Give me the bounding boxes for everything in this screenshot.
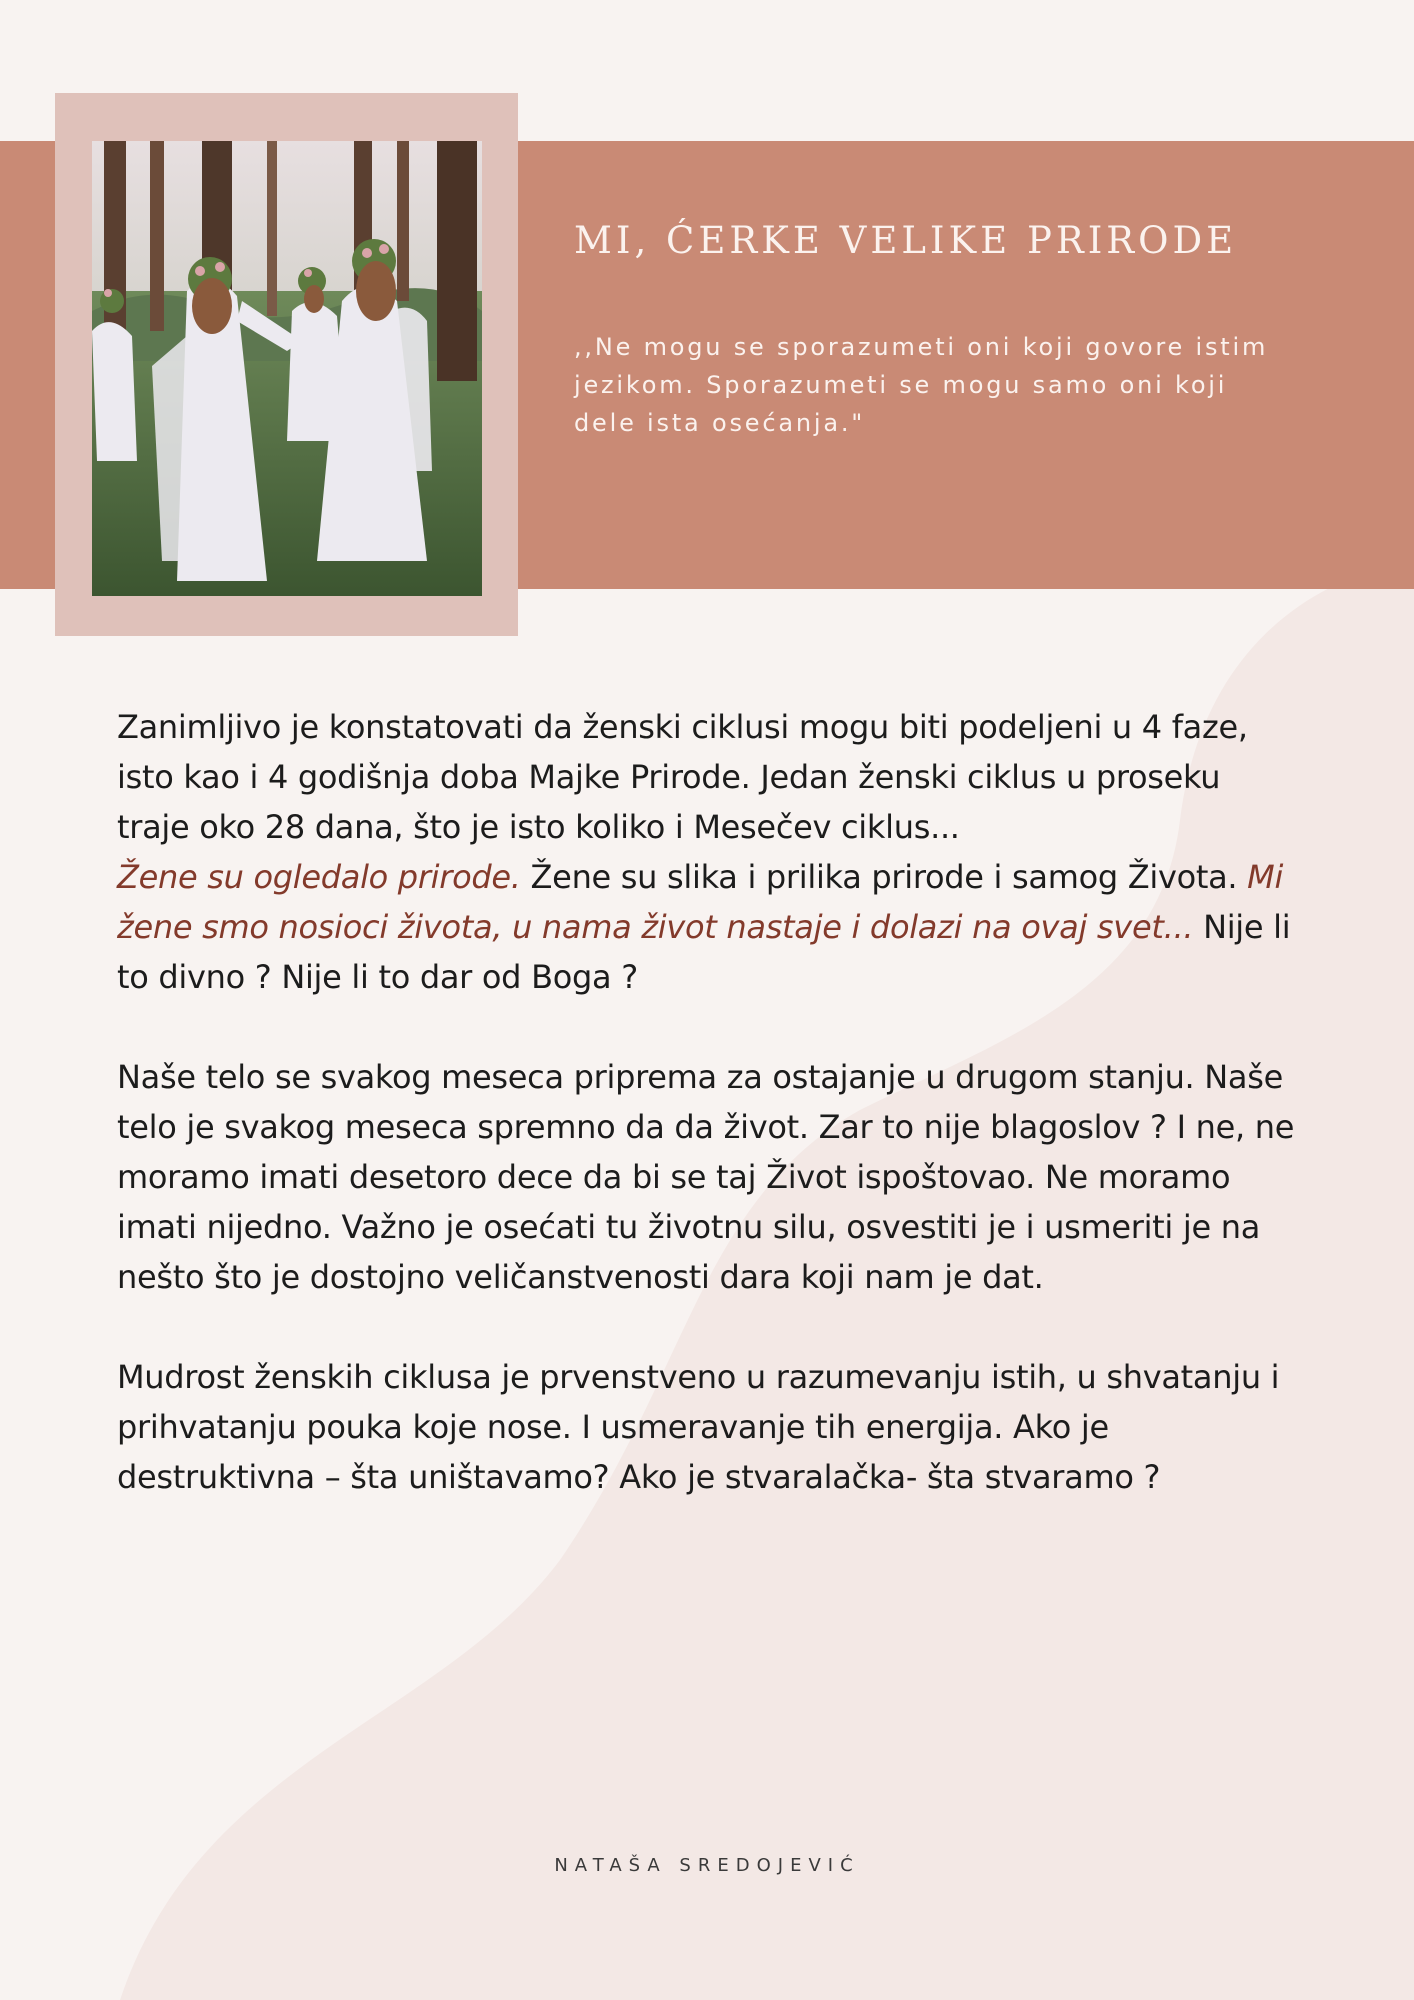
author-name: NATAŠA SREDOJEVIĆ	[554, 1855, 860, 1876]
paragraph-1	[117, 702, 1297, 1002]
paragraph-2: Naše telo se svakog meseca priprema za ostajanje u drugom stanju. Naše telo je svakog meseca spremno da da život. Zar to nije blagoslov ? I ne, ne moramo imati desetoro dece da bi se taj Život ispoštovao. Ne moramo imati nijedno. Važno je osećati tu životnu silu, osvestiti je i usmeriti je na nešto što je dostojno veličanstvenosti dara koji nam je dat.	[117, 1058, 1295, 1296]
page-title: MI, ĆERKE VELIKE PRIRODE	[574, 219, 1238, 262]
forest-women-dancing-photo	[92, 141, 482, 596]
highlight-text-2: Mi žene smo nosioci života, u nama život nastaje i dolazi na ovaj svet...	[117, 858, 1284, 946]
header-quote: ,,Ne mogu se sporazumeti oni koji govore istim jezikom. Sporazumeti se mogu samo oni koji dele ista osećanja."	[574, 333, 1269, 437]
paragraph-3: Mudrost ženskih ciklusa je prvenstveno u razumevanju istih, u shvatanju i prihvatanju pouka koje nose. I usmeravanje tih energija. Ako je destruktivna – šta uništavamo? Ako je stvaralačka- šta stvaramo ?	[117, 1358, 1280, 1496]
paragraph-1-intro: Zanimljivo je konstatovati da ženski ciklusi mogu biti podeljeni u 4 faze, isto kao i 4 godišnja doba Majke Prirode. Jedan ženski ciklus u proseku traje oko 28 dana, što je isto koliko i Mesečev ciklus...	[117, 708, 1248, 846]
paragraph-1-middle: Žene su slika i prilika prirode i samog Života.	[520, 858, 1248, 896]
highlight-text-1: Žene su ogledalo prirode.	[117, 858, 521, 896]
paragraph-1-end: Nije li to divno ? Nije li to dar od Boga ?	[117, 908, 1291, 996]
article-body	[117, 702, 1297, 1552]
